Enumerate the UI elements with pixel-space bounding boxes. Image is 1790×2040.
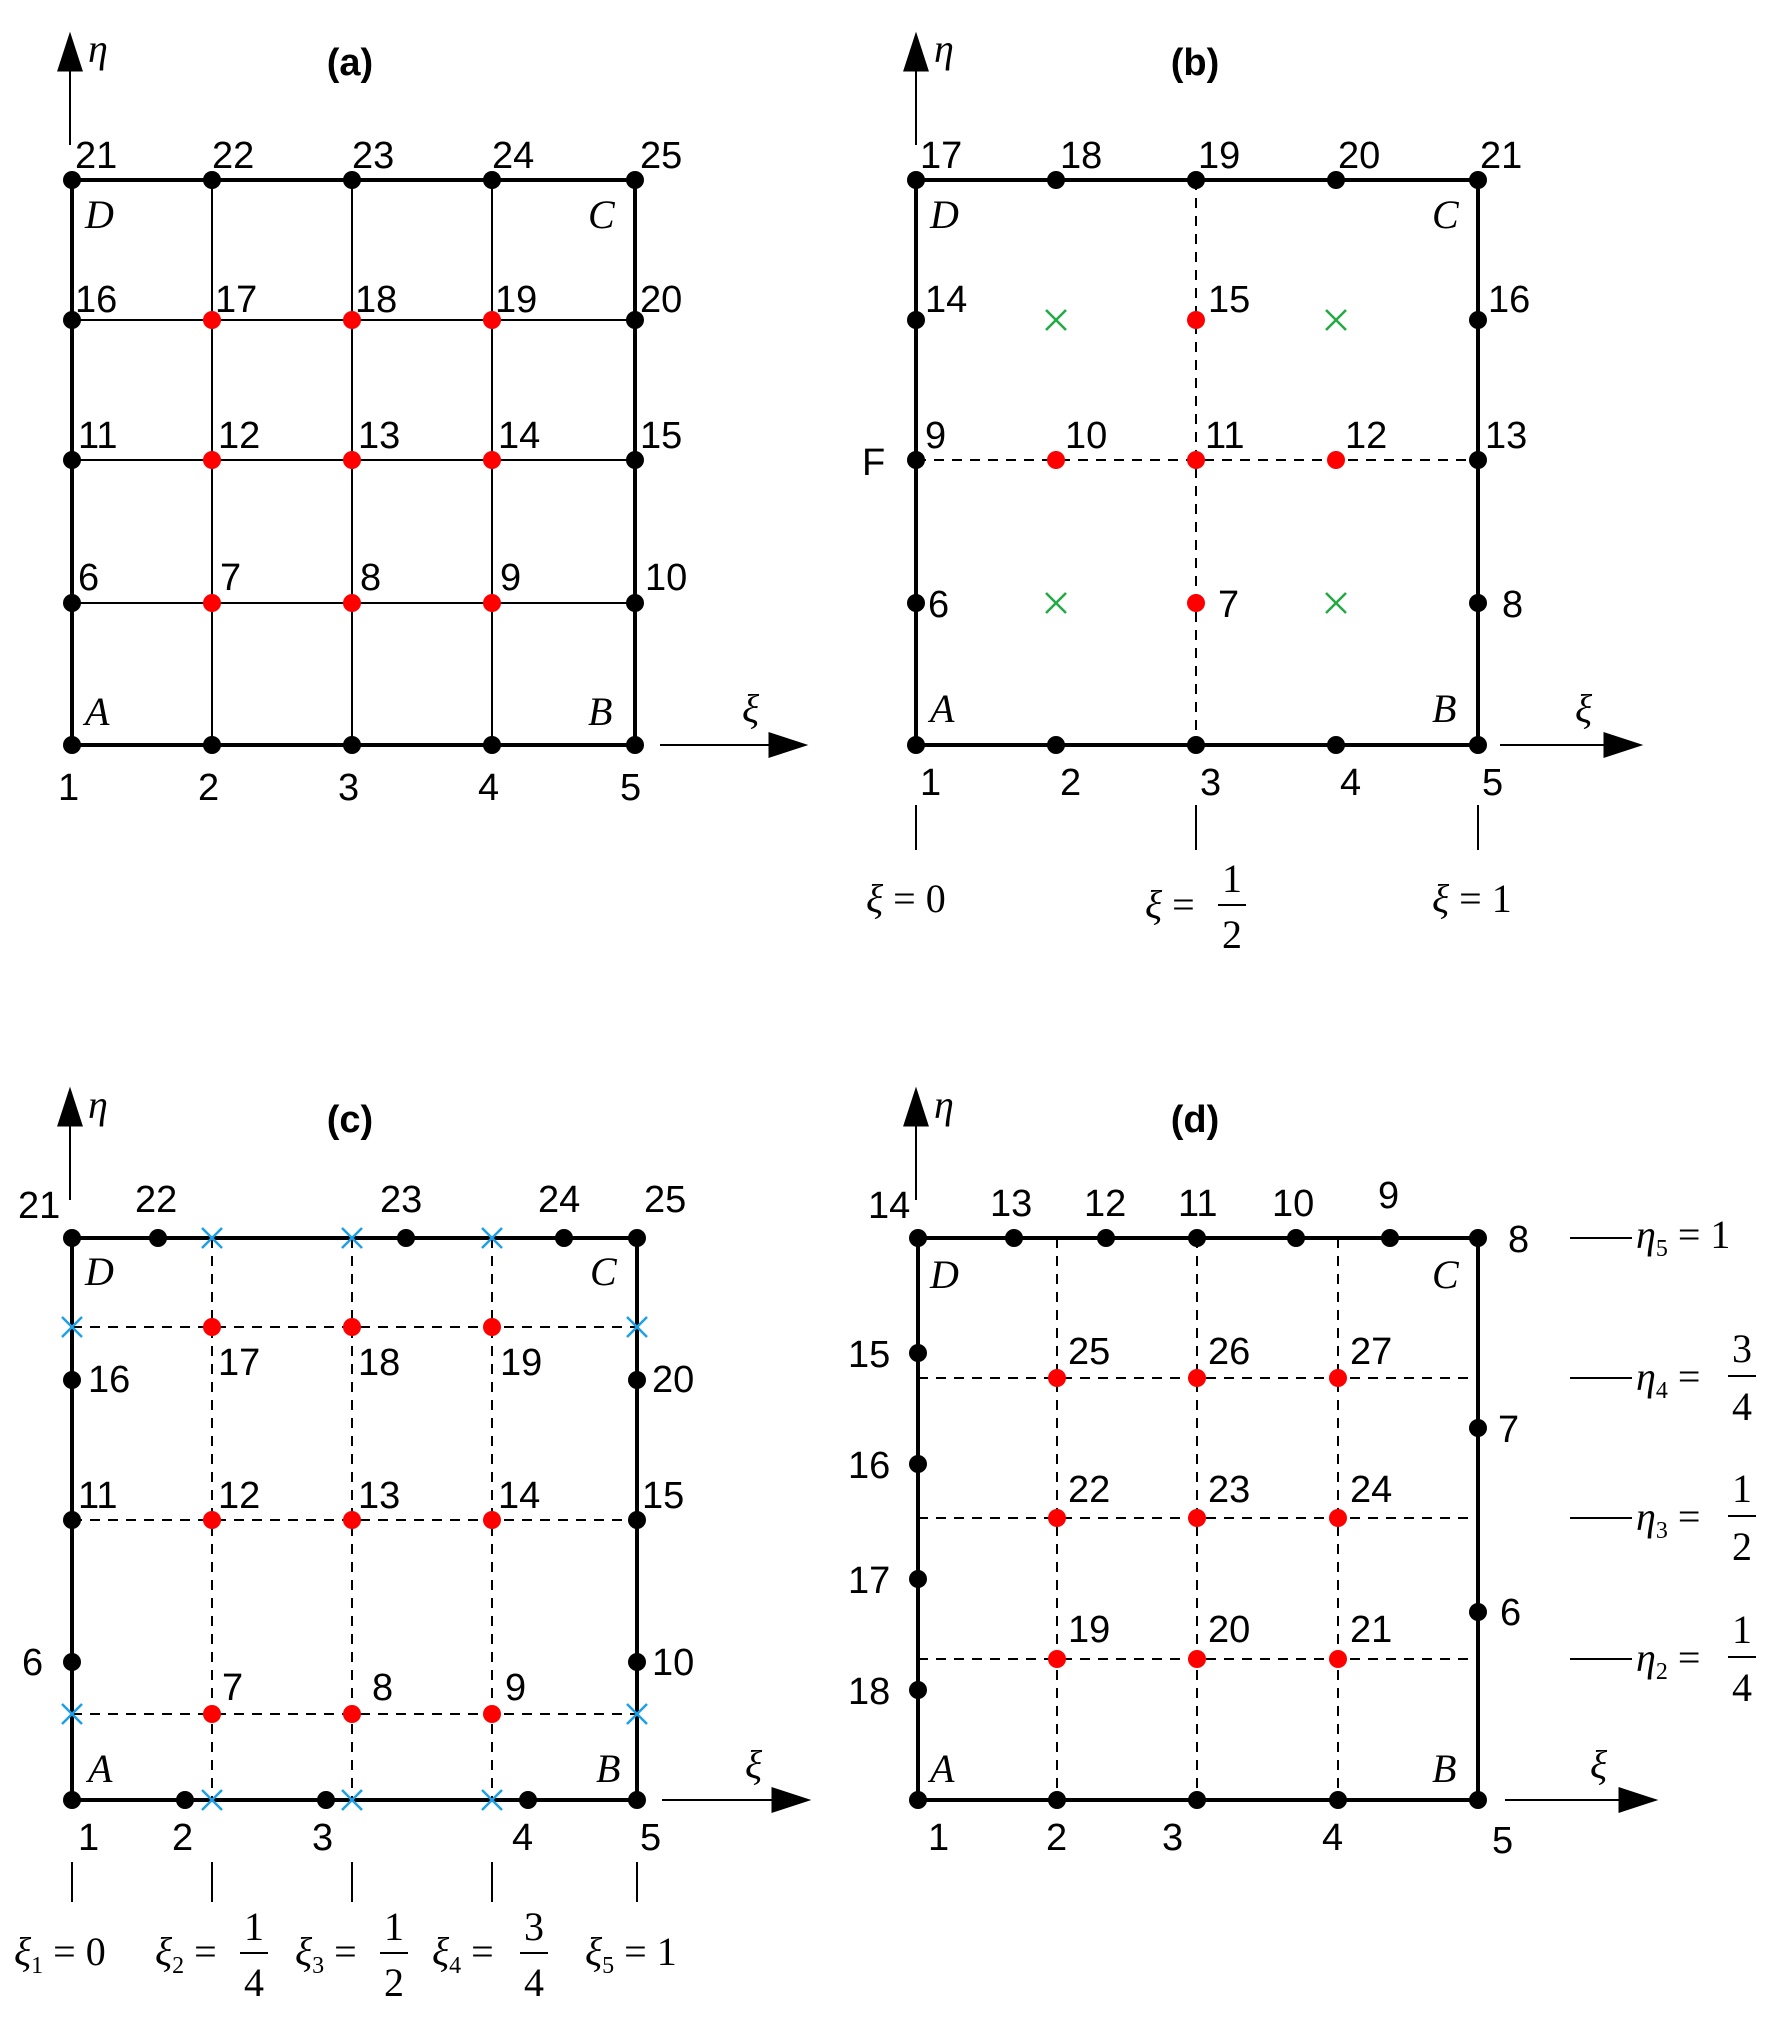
eta-axis-label: η xyxy=(934,1082,954,1127)
node-label: 15 xyxy=(642,1475,685,1517)
node-label: 16 xyxy=(1488,279,1531,321)
fraction-denominator: 4 xyxy=(1732,1384,1752,1429)
node-label: 17 xyxy=(848,1560,891,1602)
node-label: 1 xyxy=(58,767,80,809)
corner-a: A xyxy=(88,1746,113,1791)
xi-axis-label: ξ xyxy=(1575,686,1593,731)
equation-eta4: $\eta_4$ = xyxy=(1636,1354,1701,1404)
fraction-numerator: 1 xyxy=(384,1904,404,1949)
node-label: 18 xyxy=(848,1671,891,1713)
equation-xi-1: ξ = 1 xyxy=(1432,876,1512,921)
node-label: 22 xyxy=(1068,1469,1111,1511)
node-label: 1 xyxy=(920,762,942,804)
node-label: 24 xyxy=(538,1179,581,1221)
corner-a: A xyxy=(930,686,955,731)
node-label: 14 xyxy=(498,1475,541,1517)
node-label: 11 xyxy=(78,415,118,457)
node-label: 7 xyxy=(1218,584,1240,626)
node-label: 14 xyxy=(868,1185,911,1227)
node-label: 4 xyxy=(1340,762,1362,804)
node-label: 5 xyxy=(1492,1820,1514,1862)
panel-c xyxy=(14,1082,808,2005)
node-label: 17 xyxy=(215,279,258,321)
node-label: 4 xyxy=(1322,1817,1344,1859)
node-label: 23 xyxy=(1208,1469,1251,1511)
eta-axis-label: η xyxy=(88,1082,108,1127)
node-label: 7 xyxy=(222,1667,244,1709)
equation-eta3: $\eta_3$ = xyxy=(1636,1494,1701,1544)
node-label: 19 xyxy=(495,279,538,321)
node-label: 6 xyxy=(78,557,100,599)
node-label: 18 xyxy=(358,1342,401,1384)
side-label-f: F xyxy=(862,442,886,484)
node-label: 2 xyxy=(1060,762,1082,804)
node-label: 13 xyxy=(1485,415,1528,457)
eta-axis-label: η xyxy=(88,26,108,71)
node-label: 12 xyxy=(218,415,261,457)
node-label: 21 xyxy=(1350,1609,1393,1651)
panel-a xyxy=(58,26,805,809)
fraction-denominator: 2 xyxy=(1222,912,1242,957)
fraction-numerator: 1 xyxy=(1732,1466,1752,1511)
node-label: 1 xyxy=(928,1817,950,1859)
node-label: 23 xyxy=(380,1179,423,1221)
panel-title: (d) xyxy=(1170,1099,1220,1141)
node-label: 23 xyxy=(352,135,395,177)
equation-xi-0: ξ = 0 xyxy=(866,876,946,921)
node-label: 17 xyxy=(920,135,963,177)
node-label: 9 xyxy=(925,415,947,457)
equation-xi1: $\xi_1 = 0$ xyxy=(14,1929,106,1979)
node-label: 8 xyxy=(372,1667,394,1709)
fraction-numerator: 3 xyxy=(1732,1326,1752,1371)
corner-b: B xyxy=(1432,686,1457,731)
node-label: 22 xyxy=(135,1179,178,1221)
node-label: 2 xyxy=(1046,1817,1068,1859)
node-label: 25 xyxy=(644,1179,687,1221)
node-label: 5 xyxy=(640,1817,662,1859)
corner-c: C xyxy=(1432,192,1459,237)
node-label: 14 xyxy=(498,415,541,457)
node-label: 19 xyxy=(500,1342,543,1384)
node-label: 19 xyxy=(1068,1609,1111,1651)
corner-d: D xyxy=(930,1252,959,1297)
equation-xi3: $\xi_3$ = xyxy=(295,1929,357,1979)
node-label: 8 xyxy=(360,557,382,599)
fraction-denominator: 2 xyxy=(384,1960,404,2005)
corner-d: D xyxy=(930,192,959,237)
node-label: 20 xyxy=(1208,1609,1251,1651)
node-label: 17 xyxy=(218,1342,261,1384)
fraction-numerator: 1 xyxy=(244,1904,264,1949)
equation-xi2: $\xi_2$ = xyxy=(155,1929,217,1979)
fraction-numerator: 1 xyxy=(1222,856,1242,901)
node-label: 5 xyxy=(1482,762,1504,804)
node-label: 26 xyxy=(1208,1331,1251,1373)
fraction-numerator: 3 xyxy=(524,1904,544,1949)
equation-eta5: $\eta_5 = 1$ xyxy=(1636,1212,1731,1262)
fraction-denominator: 4 xyxy=(1732,1665,1752,1710)
node-label: 20 xyxy=(652,1359,695,1401)
node-label: 16 xyxy=(88,1359,131,1401)
node-label: 13 xyxy=(358,1475,401,1517)
corner-c: C xyxy=(590,1249,617,1294)
node-label: 18 xyxy=(1060,135,1103,177)
node-label: 21 xyxy=(75,135,118,177)
corner-a: A xyxy=(930,1746,955,1791)
equation-xi5: $\xi_5 = 1$ xyxy=(585,1929,677,1979)
node-label: 15 xyxy=(1208,279,1251,321)
node-label: 2 xyxy=(172,1817,194,1859)
node-label: 11 xyxy=(1205,415,1245,457)
node-label: 10 xyxy=(652,1642,695,1684)
xi-ticks xyxy=(916,805,1478,850)
equation-eta2: $\eta_2$ = xyxy=(1636,1635,1701,1685)
corner-d: D xyxy=(85,1249,114,1294)
xi-axis-label: ξ xyxy=(1590,1742,1608,1787)
corner-d: D xyxy=(85,192,114,237)
xi-axis-label: ξ xyxy=(745,1742,763,1787)
node-label: 25 xyxy=(1068,1331,1111,1373)
node-label: 3 xyxy=(1162,1817,1184,1859)
node-label: 27 xyxy=(1350,1331,1393,1373)
fraction-denominator: 4 xyxy=(244,1960,264,2005)
node-label: 2 xyxy=(198,767,220,809)
node-label: 8 xyxy=(1508,1219,1530,1261)
node-label: 22 xyxy=(212,135,255,177)
corner-a: A xyxy=(85,689,110,734)
node-label: 5 xyxy=(620,767,642,809)
node-label: 16 xyxy=(75,279,118,321)
node-label: 21 xyxy=(18,1185,61,1227)
node-label: 12 xyxy=(1345,415,1388,457)
eta-ticks xyxy=(1570,1238,1632,1659)
corner-c: C xyxy=(588,192,615,237)
node-label: 10 xyxy=(645,557,688,599)
node-label: 24 xyxy=(1350,1469,1393,1511)
node-label: 9 xyxy=(505,1667,527,1709)
node-label: 11 xyxy=(78,1475,118,1517)
panel-b xyxy=(862,26,1640,957)
xi-ticks xyxy=(72,1862,637,1902)
node-label: 4 xyxy=(512,1817,534,1859)
node-label: 19 xyxy=(1198,135,1241,177)
node-label: 12 xyxy=(218,1475,261,1517)
xi-equations xyxy=(866,856,1512,957)
fraction-numerator: 1 xyxy=(1732,1607,1752,1652)
eta-axis-label: η xyxy=(934,26,954,71)
panel-d xyxy=(848,1082,1756,1862)
fraction-denominator: 4 xyxy=(524,1960,544,2005)
node-label: 11 xyxy=(1178,1183,1218,1225)
node-label: 13 xyxy=(990,1183,1033,1225)
node-label: 4 xyxy=(478,767,500,809)
node-label: 9 xyxy=(1378,1175,1400,1217)
node-label: 24 xyxy=(492,135,535,177)
node-label: 3 xyxy=(338,767,360,809)
node-label: 13 xyxy=(358,415,401,457)
panel-title: (a) xyxy=(326,42,374,84)
node-label: 3 xyxy=(312,1817,334,1859)
corner-b: B xyxy=(588,689,613,734)
node-label: 6 xyxy=(1500,1592,1522,1634)
node-label: 10 xyxy=(1065,415,1108,457)
node-label: 16 xyxy=(848,1445,891,1487)
node-label: 6 xyxy=(22,1642,44,1684)
node-label: 7 xyxy=(220,557,242,599)
node-label: 20 xyxy=(1338,135,1381,177)
node-label: 1 xyxy=(78,1817,100,1859)
corner-c: C xyxy=(1432,1252,1459,1297)
node-label: 15 xyxy=(848,1334,891,1376)
node-label: 20 xyxy=(640,279,683,321)
fraction-denominator: 2 xyxy=(1732,1524,1752,1569)
node-label: 21 xyxy=(1480,135,1523,177)
node-label: 10 xyxy=(1272,1183,1315,1225)
node-label: 18 xyxy=(355,279,398,321)
eta-equations xyxy=(1636,1212,1756,1710)
node-label: 6 xyxy=(928,584,950,626)
node-label: 7 xyxy=(1498,1409,1520,1451)
node-label: 12 xyxy=(1084,1183,1127,1225)
node-label: 8 xyxy=(1502,584,1524,626)
node-label: 15 xyxy=(640,415,683,457)
panel-title: (c) xyxy=(326,1099,374,1141)
node-label: 9 xyxy=(500,557,522,599)
node-label: 25 xyxy=(640,135,683,177)
corner-b: B xyxy=(596,1746,621,1791)
panel-title: (b) xyxy=(1170,42,1220,84)
corner-b: B xyxy=(1432,1746,1457,1791)
xi-axis-label: ξ xyxy=(742,686,760,731)
node-label: 3 xyxy=(1200,762,1222,804)
equation-xi-half: ξ = xyxy=(1145,882,1195,927)
node-label: 14 xyxy=(925,279,968,321)
equation-xi4: $\xi_4$ = xyxy=(432,1929,494,1979)
xi-equations xyxy=(14,1904,677,2005)
